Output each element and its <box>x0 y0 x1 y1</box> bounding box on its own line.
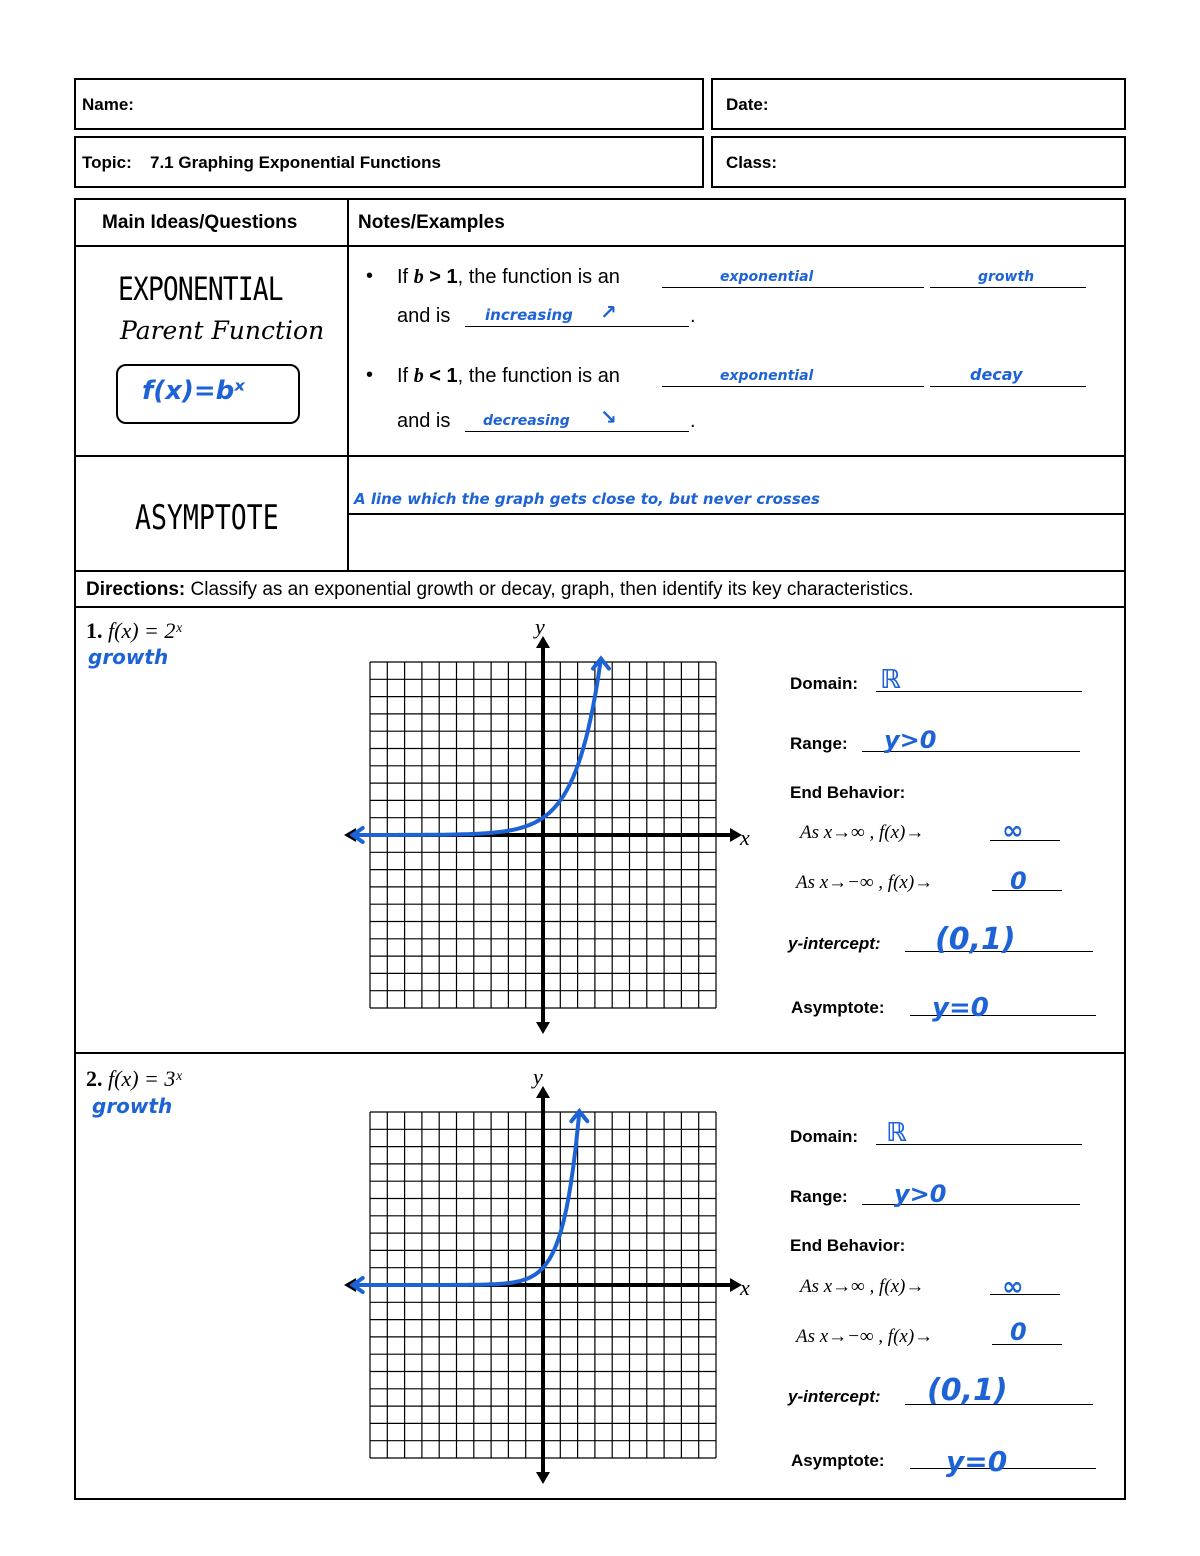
problem1-eb2-text: As x→−∞ , f(x)→ <box>796 872 934 893</box>
problem2-eb2-blank <box>992 1318 1062 1346</box>
parent-subtitle: Parent Function <box>120 316 325 345</box>
bullet2-prefix: If <box>397 365 409 387</box>
bullet2-blank2 <box>930 365 1086 387</box>
problem2-range-label: Range: <box>790 1187 848 1206</box>
x-axis-label: x <box>740 1275 750 1300</box>
problem2-heading <box>86 1066 182 1092</box>
bullet2-answer2: decay <box>970 365 1023 384</box>
problem1-eb1-text: As x→∞ , f(x)→ <box>800 822 925 843</box>
problem1-asym-label: Asymptote: <box>791 998 885 1017</box>
problem2-domain: ℝ <box>886 1118 907 1148</box>
directions-text: Classify as an exponential growth or decay, graph, then identify its key characteristics. <box>190 579 914 600</box>
topic-value: 7.1 Graphing Exponential Functions <box>150 153 441 172</box>
bullet1-blank2 <box>930 269 1086 288</box>
problem1-classification: growth <box>88 645 169 669</box>
class-label: Class: <box>726 153 778 172</box>
bullet2-cond: < 1 <box>429 365 458 387</box>
bullet2-note3: ↘ <box>600 405 617 429</box>
problem1-yint-blank <box>905 922 1093 957</box>
problem1-end-behavior-label: End Behavior: <box>790 783 906 802</box>
bullet2-blank3 <box>465 405 689 432</box>
problem1-number: 1. <box>86 618 103 643</box>
problem2-domain-label: Domain: <box>790 1127 858 1146</box>
topic-label: Topic: <box>82 153 132 172</box>
problem2-eb1-text: As x→∞ , f(x)→ <box>800 1276 925 1297</box>
column-header-notes: Notes/Examples <box>358 212 505 233</box>
bullet2-b: b <box>413 365 424 387</box>
bullet1-line1 <box>397 266 620 289</box>
problem2-asym-blank <box>910 1445 1096 1478</box>
date-field-box <box>711 78 1126 130</box>
function-curve <box>353 659 601 835</box>
problem2-asym: y=0 <box>946 1445 1008 1478</box>
problem2-yint: (0,1) <box>927 1373 1008 1408</box>
name-field-box <box>74 78 704 130</box>
y-axis-arrow-down <box>536 1022 550 1034</box>
row-line <box>74 455 1126 457</box>
bullet1-blank3 <box>465 300 689 327</box>
y-axis-arrow-down <box>536 1472 550 1484</box>
problem2-range: y>0 <box>894 1180 947 1208</box>
bullet1-b: b <box>413 266 424 288</box>
y-axis-label: y <box>535 614 545 639</box>
problem2-range-blank <box>862 1180 1080 1208</box>
row-line <box>74 245 1126 247</box>
problem1-asym: y=0 <box>932 993 989 1023</box>
problem1-range-label: Range: <box>790 734 848 753</box>
asymptote-definition: A line which the graph gets close to, but never crosses <box>354 490 820 508</box>
bullet1-period: . <box>690 305 696 327</box>
problem1-domain-blank <box>876 665 1082 695</box>
problem1-range: y>0 <box>884 726 937 754</box>
problem2-eb1: ∞ <box>1002 1272 1024 1302</box>
bullet1-answer1: exponential <box>720 269 814 285</box>
problem1-range-blank <box>862 726 1080 754</box>
date-label: Date: <box>726 95 769 114</box>
bullet2-answer1: exponential <box>720 368 814 384</box>
problem2-function: f(x) = 3ˣ <box>108 1066 182 1091</box>
problem1-graph[interactable] <box>340 610 760 1040</box>
problem1-function: f(x) = 2ˣ <box>108 618 182 643</box>
bullet2-blank1 <box>662 368 924 387</box>
bullet2-and-is: and is <box>397 410 451 432</box>
asymptote-title: ASYMPTOTE <box>135 498 279 538</box>
row-line <box>74 570 1126 572</box>
problem1-domain: ℝ <box>880 665 901 695</box>
problem2-asym-label: Asymptote: <box>791 1451 885 1470</box>
problem1-yint-label: y-intercept: <box>788 934 881 953</box>
bullet2-period: . <box>690 410 696 432</box>
parent-title: EXPONENTIAL <box>118 270 283 308</box>
problem1-asym-blank <box>910 993 1096 1023</box>
bullet2-answer3: decreasing <box>483 413 570 429</box>
problem2-graph[interactable] <box>340 1060 760 1490</box>
bullet1-blank1 <box>662 269 924 288</box>
problem1-eb1-blank <box>990 816 1060 846</box>
column-divider <box>347 198 349 571</box>
problem2-eb2: 0 <box>1010 1318 1027 1346</box>
bullet1-cond: > 1 <box>429 266 458 288</box>
bullet1-answer3: increasing <box>485 306 573 324</box>
problem2-end-behavior-label: End Behavior: <box>790 1236 906 1255</box>
bullet-dot: • <box>366 265 374 287</box>
y-axis-label: y <box>533 1064 543 1089</box>
bullet1-prefix: If <box>397 266 409 288</box>
problem1-domain-label: Domain: <box>790 674 858 693</box>
problem1-heading <box>86 618 182 644</box>
directions-label: Directions: <box>86 579 186 600</box>
problem2-yint-blank <box>905 1373 1093 1408</box>
problem1-eb2: 0 <box>1010 867 1027 895</box>
bullet1-text: , the function is an <box>457 266 620 288</box>
problem2-classification: growth <box>92 1094 173 1118</box>
bullet1-and-is: and is <box>397 305 451 327</box>
problem1-eb1: ∞ <box>1002 816 1024 846</box>
problem2-yint-label: y-intercept: <box>788 1387 881 1406</box>
problem1-eb2-blank <box>992 867 1062 895</box>
row-line <box>74 606 1126 608</box>
problem2-eb1-blank <box>990 1272 1060 1302</box>
problem1-yint: (0,1) <box>935 922 1016 957</box>
name-label: Name: <box>82 95 134 114</box>
column-header-main-ideas: Main Ideas/Questions <box>102 212 298 233</box>
x-axis-label: x <box>740 825 750 850</box>
problem2-eb2-text: As x→−∞ , f(x)→ <box>796 1326 934 1347</box>
parent-formula: f(x)=bˣ <box>142 376 245 406</box>
bullet-dot: • <box>366 364 374 386</box>
row-line <box>74 1052 1126 1054</box>
problem2-domain-blank <box>876 1118 1082 1148</box>
bullet2-text: , the function is an <box>457 365 620 387</box>
directions <box>86 579 914 601</box>
row-line <box>348 513 1126 515</box>
bullet1-answer2: growth <box>978 269 1035 285</box>
bullet1-note3: ↗ <box>600 300 617 324</box>
bullet2-line1 <box>397 365 620 388</box>
problem2-number: 2. <box>86 1066 103 1091</box>
